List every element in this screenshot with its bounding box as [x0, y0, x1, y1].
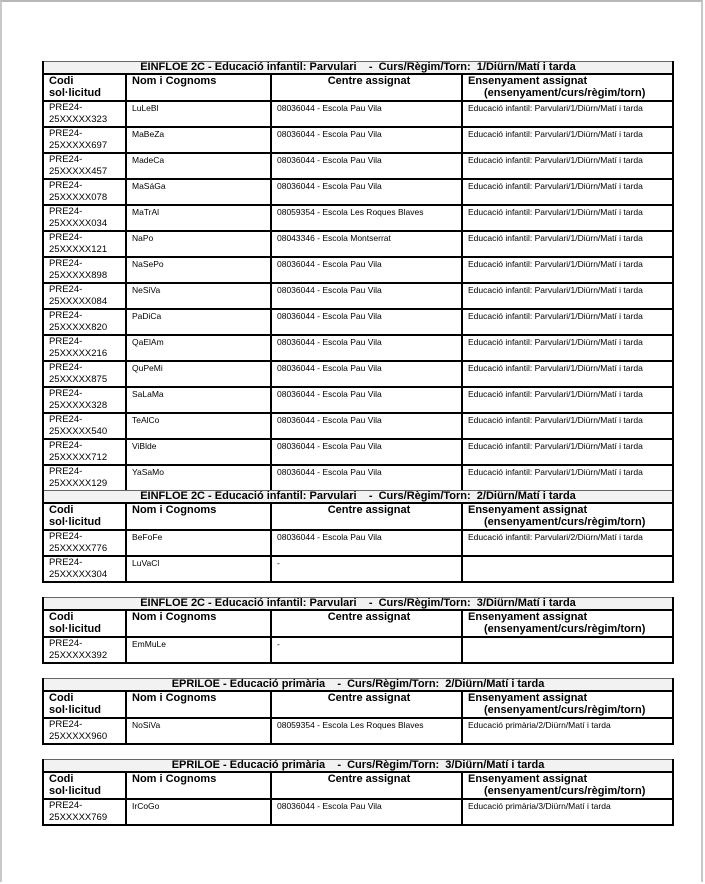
request-code-part2: 25XXXXX084 [49, 296, 108, 307]
assigned-ensenyament: Educació infantil: Parvulari/1/Diürn/Matí i tarda [462, 283, 673, 309]
assigned-centre: 08036044 - Escola Pau Vila [271, 153, 462, 179]
allocation-table [42, 678, 674, 745]
table-header-row [43, 691, 673, 718]
request-code-part1: PRE24- [49, 154, 83, 165]
request-code [43, 101, 126, 127]
allocation-table [42, 597, 674, 664]
assigned-centre: 08036044 - Escola Pau Vila [271, 283, 462, 309]
request-code [43, 718, 126, 744]
table-row [43, 718, 673, 744]
assigned-ensenyament: Educació infantil: Parvulari/1/Diürn/Matí i tarda [462, 127, 673, 153]
request-code-part2: 25XXXXX078 [49, 192, 108, 203]
group-title: EPRILOE - Educació primària - Curs/Règim/Torn: 2/Diürn/Matí i tarda [43, 679, 673, 692]
table-row [43, 231, 673, 257]
request-code [43, 530, 126, 556]
assigned-centre: 08043346 - Escola Montserrat [271, 231, 462, 257]
request-code-part1: PRE24- [49, 638, 83, 649]
table-title-row [43, 679, 673, 692]
request-code-part1: PRE24- [49, 232, 83, 243]
assigned-ensenyament: Educació infantil: Parvulari/1/Diürn/Matí i tarda [462, 309, 673, 335]
request-code-part2: 25XXXXX457 [49, 166, 108, 177]
request-code-part2: 25XXXXX121 [49, 244, 108, 255]
student-name: EmMuLe [126, 637, 271, 663]
assigned-centre: 08036044 - Escola Pau Vila [271, 101, 462, 127]
student-name: MadeCa [126, 153, 271, 179]
student-name: LuLeBl [126, 101, 271, 127]
assigned-centre: 08059354 - Escola Les Roques Blaves [271, 718, 462, 744]
request-code-part2: 25XXXXX712 [49, 452, 108, 463]
assigned-ensenyament: Educació infantil: Parvulari/1/Diürn/Matí i tarda [462, 335, 673, 361]
header-code-line2: sol·licitud [49, 785, 101, 797]
student-name: NoSiVa [126, 718, 271, 744]
table-row [43, 637, 673, 663]
table-row [43, 413, 673, 439]
table-row [43, 799, 673, 825]
assigned-centre: 08036044 - Escola Pau Vila [271, 179, 462, 205]
request-code-part2: 25XXXXX304 [49, 569, 108, 580]
header-ens-line1: Ensenyament assignat [468, 692, 588, 704]
request-code-part1: PRE24- [49, 180, 83, 191]
table-row [43, 205, 673, 231]
assigned-ensenyament: Educació infantil: Parvulari/1/Diürn/Matí i tarda [462, 439, 673, 465]
request-code-part2: 25XXXXX328 [49, 400, 108, 411]
header-centre: Centre assignat [271, 772, 462, 799]
request-code-part1: PRE24- [49, 128, 83, 139]
header-ensenyament [462, 610, 673, 637]
assigned-ensenyament: Educació infantil: Parvulari/2/Diürn/Matí i tarda [462, 530, 673, 556]
request-code [43, 799, 126, 825]
header-ensenyament [462, 772, 673, 799]
request-code-part1: PRE24- [49, 310, 83, 321]
request-code [43, 257, 126, 283]
student-name: NaSePo [126, 257, 271, 283]
header-ens-line2: (ensenyament/curs/règim/torn) [484, 87, 646, 99]
table-header-row [43, 610, 673, 637]
table-row [43, 439, 673, 465]
assigned-centre: 08036044 - Escola Pau Vila [271, 413, 462, 439]
assigned-centre: 08036044 - Escola Pau Vila [271, 799, 462, 825]
header-centre: Centre assignat [271, 74, 462, 101]
request-code [43, 637, 126, 663]
assigned-ensenyament: Educació infantil: Parvulari/1/Diürn/Matí i tarda [462, 387, 673, 413]
student-name: SaLaMa [126, 387, 271, 413]
request-code [43, 309, 126, 335]
header-ensenyament [462, 503, 673, 530]
request-code-part2: 25XXXXX820 [49, 322, 108, 333]
request-code [43, 556, 126, 582]
request-code-part2: 25XXXXX129 [49, 478, 108, 489]
table-row [43, 309, 673, 335]
table-row [43, 257, 673, 283]
request-code-part1: PRE24- [49, 800, 83, 811]
header-ens-line2: (ensenyament/curs/règim/torn) [484, 785, 646, 797]
table-row [43, 361, 673, 387]
student-name: QuPeMi [126, 361, 271, 387]
student-name: BeFoFe [126, 530, 271, 556]
assigned-ensenyament: Educació primària/2/Diürn/Matí i tarda [462, 718, 673, 744]
student-name: QaElAm [126, 335, 271, 361]
request-code [43, 413, 126, 439]
assigned-centre: - [271, 556, 462, 582]
header-name: Nom i Cognoms [126, 74, 271, 101]
header-code [43, 772, 126, 799]
header-ensenyament [462, 74, 673, 101]
allocation-table [42, 490, 674, 583]
table-row [43, 530, 673, 556]
header-name: Nom i Cognoms [126, 503, 271, 530]
request-code [43, 231, 126, 257]
assigned-ensenyament: Educació infantil: Parvulari/1/Diürn/Matí i tarda [462, 413, 673, 439]
table-title-row [43, 491, 673, 504]
student-name: PaDiCa [126, 309, 271, 335]
request-code [43, 361, 126, 387]
header-centre: Centre assignat [271, 503, 462, 530]
request-code-part1: PRE24- [49, 102, 83, 113]
assigned-centre: 08036044 - Escola Pau Vila [271, 361, 462, 387]
header-centre: Centre assignat [271, 691, 462, 718]
header-ens-line2: (ensenyament/curs/règim/torn) [484, 516, 646, 528]
request-code [43, 283, 126, 309]
assigned-centre: - [271, 637, 462, 663]
header-code [43, 691, 126, 718]
allocation-table [42, 61, 674, 492]
assigned-ensenyament: Educació infantil: Parvulari/1/Diürn/Matí i tarda [462, 101, 673, 127]
group-title: EINFLOE 2C - Educació infantil: Parvulari - Curs/Règim/Torn: 3/Diürn/Matí i tarda [43, 598, 673, 611]
student-name: IrCoGo [126, 799, 271, 825]
group-title: EPRILOE - Educació primària - Curs/Règim/Torn: 3/Diürn/Matí i tarda [43, 760, 673, 773]
group-title: EINFLOE 2C - Educació infantil: Parvulari - Curs/Règim/Torn: 2/Diürn/Matí i tarda [43, 491, 673, 504]
request-code-part1: PRE24- [49, 440, 83, 451]
assigned-ensenyament [462, 556, 673, 582]
table-row [43, 127, 673, 153]
request-code [43, 127, 126, 153]
assigned-centre: 08036044 - Escola Pau Vila [271, 439, 462, 465]
student-name: MaBeZa [126, 127, 271, 153]
assigned-centre: 08059354 - Escola Les Roques Blaves [271, 205, 462, 231]
header-code [43, 503, 126, 530]
request-code-part2: 25XXXXX898 [49, 270, 108, 281]
table-header-row [43, 74, 673, 101]
request-code-part2: 25XXXXX323 [49, 114, 108, 125]
request-code-part2: 25XXXXX540 [49, 426, 108, 437]
student-name: LuVaCl [126, 556, 271, 582]
student-name: MaSáGa [126, 179, 271, 205]
assigned-ensenyament: Educació infantil: Parvulari/1/Diürn/Matí i tarda [462, 361, 673, 387]
group-title: EINFLOE 2C - Educació infantil: Parvulari - Curs/Règim/Torn: 1/Diürn/Matí i tarda [43, 62, 673, 75]
assigned-centre: 08036044 - Escola Pau Vila [271, 335, 462, 361]
header-code-line2: sol·licitud [49, 704, 101, 716]
assigned-ensenyament: Educació infantil: Parvulari/1/Diürn/Matí i tarda [462, 179, 673, 205]
student-name: MaTrAl [126, 205, 271, 231]
assigned-centre: 08036044 - Escola Pau Vila [271, 465, 462, 491]
header-ens-line1: Ensenyament assignat [468, 611, 588, 623]
table-header-row [43, 503, 673, 530]
student-name: YaSaMo [126, 465, 271, 491]
request-code [43, 387, 126, 413]
assigned-centre: 08036044 - Escola Pau Vila [271, 387, 462, 413]
header-ens-line1: Ensenyament assignat [468, 504, 588, 516]
assigned-centre: 08036044 - Escola Pau Vila [271, 530, 462, 556]
header-code-line1: Codi [49, 692, 74, 704]
request-code-part2: 25XXXXX034 [49, 218, 108, 229]
request-code [43, 465, 126, 491]
header-code-line2: sol·licitud [49, 623, 101, 635]
request-code [43, 335, 126, 361]
header-ens-line2: (ensenyament/curs/règim/torn) [484, 623, 646, 635]
assigned-ensenyament: Educació primària/3/Diürn/Matí i tarda [462, 799, 673, 825]
assigned-ensenyament [462, 637, 673, 663]
header-name: Nom i Cognoms [126, 691, 271, 718]
table-row [43, 556, 673, 582]
request-code-part1: PRE24- [49, 258, 83, 269]
request-code-part2: 25XXXXX697 [49, 140, 108, 151]
header-centre: Centre assignat [271, 610, 462, 637]
student-name: TeAlCo [126, 413, 271, 439]
assigned-ensenyament: Educació infantil: Parvulari/1/Diürn/Matí i tarda [462, 205, 673, 231]
header-code-line1: Codi [49, 773, 74, 785]
request-code-part1: PRE24- [49, 719, 83, 730]
request-code-part1: PRE24- [49, 531, 83, 542]
table-row [43, 179, 673, 205]
header-ens-line2: (ensenyament/curs/règim/torn) [484, 704, 646, 716]
assigned-centre: 08036044 - Escola Pau Vila [271, 127, 462, 153]
header-name: Nom i Cognoms [126, 610, 271, 637]
request-code-part2: 25XXXXX875 [49, 374, 108, 385]
student-name: NeSiVa [126, 283, 271, 309]
assigned-ensenyament: Educació infantil: Parvulari/1/Diürn/Matí i tarda [462, 465, 673, 491]
table-row [43, 465, 673, 491]
table-title-row [43, 598, 673, 611]
request-code-part2: 25XXXXX769 [49, 812, 108, 823]
table-title-row [43, 760, 673, 773]
assigned-ensenyament: Educació infantil: Parvulari/1/Diürn/Matí i tarda [462, 231, 673, 257]
assigned-ensenyament: Educació infantil: Parvulari/1/Diürn/Matí i tarda [462, 257, 673, 283]
table-row [43, 153, 673, 179]
table-row [43, 335, 673, 361]
table-row [43, 387, 673, 413]
request-code-part1: PRE24- [49, 362, 83, 373]
header-name: Nom i Cognoms [126, 772, 271, 799]
request-code-part1: PRE24- [49, 336, 83, 347]
assigned-ensenyament: Educació infantil: Parvulari/1/Diürn/Matí i tarda [462, 153, 673, 179]
header-code-line1: Codi [49, 504, 74, 516]
header-ensenyament [462, 691, 673, 718]
header-code-line1: Codi [49, 75, 74, 87]
header-code-line1: Codi [49, 611, 74, 623]
header-code-line2: sol·licitud [49, 87, 101, 99]
request-code-part1: PRE24- [49, 388, 83, 399]
request-code-part2: 25XXXXX960 [49, 731, 108, 742]
student-name: ViBlde [126, 439, 271, 465]
table-row [43, 283, 673, 309]
header-code-line2: sol·licitud [49, 516, 101, 528]
table-header-row [43, 772, 673, 799]
request-code [43, 179, 126, 205]
assigned-centre: 08036044 - Escola Pau Vila [271, 257, 462, 283]
header-code [43, 610, 126, 637]
table-row [43, 101, 673, 127]
student-name: NaPo [126, 231, 271, 257]
request-code-part1: PRE24- [49, 206, 83, 217]
request-code [43, 153, 126, 179]
request-code-part2: 25XXXXX392 [49, 650, 108, 661]
request-code [43, 439, 126, 465]
request-code-part1: PRE24- [49, 557, 83, 568]
request-code-part1: PRE24- [49, 414, 83, 425]
header-ens-line1: Ensenyament assignat [468, 75, 588, 87]
allocation-table [42, 759, 674, 826]
header-ens-line1: Ensenyament assignat [468, 773, 588, 785]
table-title-row [43, 62, 673, 75]
request-code-part1: PRE24- [49, 466, 83, 477]
request-code-part2: 25XXXXX216 [49, 348, 108, 359]
request-code-part2: 25XXXXX776 [49, 543, 108, 554]
header-code [43, 74, 126, 101]
assigned-centre: 08036044 - Escola Pau Vila [271, 309, 462, 335]
request-code-part1: PRE24- [49, 284, 83, 295]
request-code [43, 205, 126, 231]
